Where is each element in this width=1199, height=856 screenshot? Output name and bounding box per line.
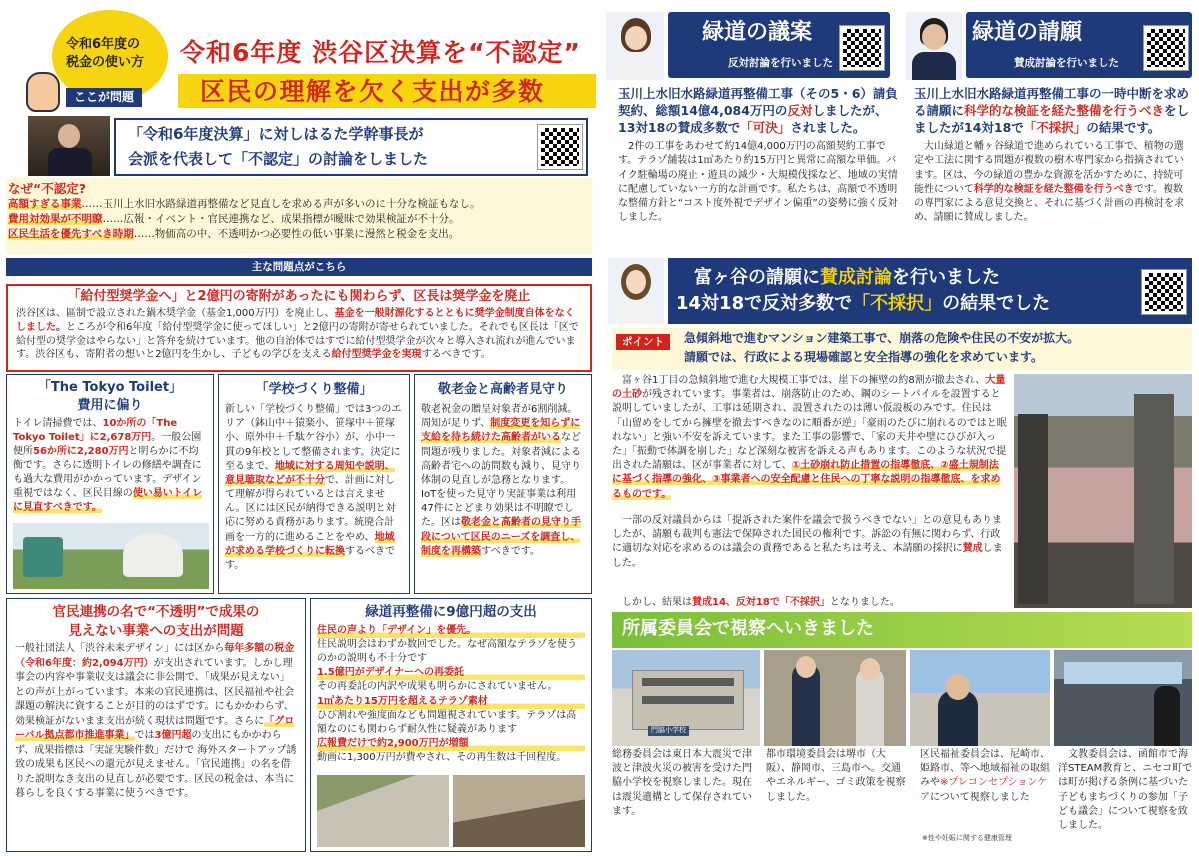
toilet-body <box>7 415 213 517</box>
toilet-title2: 費用に偏り <box>77 397 143 413</box>
headline-line2: 区民の理解を欠く支出が多数 <box>200 77 545 106</box>
pp-title2: 見えない事業への支出が問題 <box>68 622 244 639</box>
why-row2 <box>6 212 592 227</box>
badge-line2: 税金の使い方 <box>66 55 145 70</box>
tomi-line1 <box>694 266 1000 291</box>
green-l6: ひび割れや強度面なども問題視されています。テラゾは高額なのにも関わらず耐久性に疑義があります <box>317 709 577 735</box>
tomi-line2 <box>676 292 1050 317</box>
gian-hl2: 「可決」 <box>740 119 791 135</box>
elderly-title: 敬老金と高齢者見守り <box>437 382 568 397</box>
point-l1: 急傾斜地で進むマンション建築工事で、崩落の危険や住民の不安が拡大。 <box>684 331 1080 345</box>
elderly-hl2: 敬老金と高齢者の見守り手段について区民のニーズを調査し、制度を再構築 <box>421 517 581 557</box>
seigan-head3: の結果です。 <box>1086 119 1161 135</box>
seigan-head1: 玉川上水旧水路緑道再整備工事の一時中断を求める請願に <box>914 86 1190 118</box>
tomi-body3 <box>622 596 1182 610</box>
visit-photo-2 <box>764 650 906 746</box>
scholarship-body1: 渋谷区は、區制で設立された鍋木奨学金（基金1,000万円）を廃止し、 <box>16 307 335 319</box>
pp-body4: の支出にもかかわらず、成果指標は「実証実験件数」だけで 海外スタートアップ誘致の成果も区民への還元が見えません。「官民連携」の名を借りた説明なき支出の見直しが必要です。区民の税金は、本当に暮らしを良くする事業に使うべきです。 <box>15 730 297 800</box>
tomi-qr-icon[interactable] <box>1142 270 1186 314</box>
school-body3: するべきです。 <box>225 545 395 571</box>
publicprivate-box <box>6 598 306 852</box>
why-row1 <box>6 197 592 212</box>
pp-hl3: 3億円超 <box>154 730 192 742</box>
gian-hl: 反対 <box>787 102 813 118</box>
hand-icon <box>26 72 60 112</box>
tomi-body <box>612 374 1008 514</box>
tomi-l1c: を行いました <box>892 267 1000 288</box>
green-l5: 1㎡あたり15万円を超えるテラゾ素材 <box>317 695 585 709</box>
scholarship-body4: 給付型奨学金を実現 <box>331 349 422 361</box>
scholarship-body2: 基金を一般財源化するとともに奨学金制度自体をなくしました。 <box>16 307 575 333</box>
elderly-body1: 敬老祝金の贈呈対象者が6割削減。周知が足りず、 <box>421 403 578 430</box>
tomi-header <box>668 258 1192 324</box>
badge-line1: 令和6年度の <box>66 37 141 52</box>
banner-text2: 会派を代表して「不認定」の討論をしました <box>128 150 429 168</box>
tomi-p4: しました。 <box>612 543 1003 569</box>
headline-line1: 令和6年度 渋谷区決算を“不認定” <box>180 38 581 67</box>
point-l2: 請願では、行政による現場確認と安全指導の強化を求めています。 <box>684 350 1044 364</box>
visit-c3hl: ※プレコンセプションケア <box>920 777 1048 803</box>
seigan-head <box>914 86 1192 136</box>
seigan-hl2: 「不採択」 <box>1023 119 1087 135</box>
visit-c2: 都市環境委員会は堺市（大阪）、静岡市、三島市へ。交通やエネルギー、ゴミ政策を視察しました。 <box>766 749 906 803</box>
pp-hl2: 「グローバル拠点都市推進事業」 <box>15 715 295 742</box>
visit-title: 所属委員会で視察へいきました <box>622 618 874 639</box>
gian-head2: しましたが、13対18の賛成多数で <box>618 102 888 135</box>
gian-sub: 反対討論を行いました <box>728 57 833 69</box>
seigan-head2: をしましたが14対18で <box>914 102 1190 135</box>
scholarship-body3: ところが令和6年度「給付型奨学金に使ってほしい」と2億円の寄附が寄せられていました。それでも区長は「区で給付型の奨学金はやらない」と答弁を続けています。他の自治体ではすでに給付型奨学金が次々と導入され流れが進んでいます。渋谷区も、寄附者の想いと2億円を生かし、子どもの学びを支える <box>16 321 579 361</box>
elderly-body3: すべきです。 <box>481 545 540 557</box>
tomi-l1b: 賛成討論 <box>820 267 892 288</box>
scholarship-box <box>6 284 592 372</box>
toilet-body2: 。一般公園便所 <box>13 431 202 457</box>
visit-header <box>612 612 1192 648</box>
pp-body2: が支出されています。しかし理事会の内容や事業収支は議会に非公開で、「成果が見えない」との声が上がっています。本来の官民連携は、区民福祉や社会課題の解決に資することが目的のはずです。にもかかわらず、効果検証がないまま支出が続く現状は問題です。さらに <box>15 657 295 727</box>
school-box <box>218 374 410 594</box>
scholarship-title: 「給付型奨学金へ」と2億円の寄附があったにも関わらず、区長は奨学金を廃止 <box>67 289 531 304</box>
why-row3-body: ……物価高の中、不透明かつ必要性の低い事業に漫然と税金を支出。 <box>133 228 460 241</box>
elderly-body <box>415 399 591 563</box>
seigan-title: 緑道の請願 <box>972 20 1083 45</box>
green-l4: その再委託の内訳や成果も明らかにされていません。 <box>317 681 558 693</box>
tomi-hl3: 賛成 <box>962 543 983 555</box>
tomi-hl1: 大量の土砂 <box>612 375 1006 401</box>
tomi-p2: が残されています。事業者は、崩落防止のため、鋼のシートパイルを設置すると説明していましたが、工事は延期され、設置されたのは薄い仮設板のみです。住民は「山留めをしてから擁壁を撤去すべきなのに順番が逆」「豪雨のたびに崩れるのではと眠れない」と強い不安を訴えています。また工事の影響で、「家の天井や壁にひびが入った」「振動で体調を崩した」など深刻な被害を訴える声もあります。このような状況で提出された請願は、区が事業者に対して、 <box>612 389 1007 472</box>
toilet-title1: 「The Tokyo Toilet」 <box>37 380 183 395</box>
issues-bar: 主な問題点がこちら <box>6 258 592 276</box>
why-row1-body: ……玉川上水旧水路緑道再整備など見直しを求める声が多いのに十分な検証もなし。 <box>81 198 481 211</box>
school-hl2: 地域が求める学校づくりに転換 <box>225 531 395 557</box>
visit-sign: 門脇小学校 <box>648 726 689 736</box>
tomi-p5: しかし、結果は <box>622 597 692 608</box>
seigan-body-hl: 科学的な検証を経た整備を行うべき <box>973 183 1134 195</box>
elderly-body2: など問題が残りました。対象者減による高齢者宅への訪問数も減り、見守り体制の見直しが急務となります。IoTを使った見守り実証事業は利用47件にとどまり効果は不明瞭でした。区は <box>421 432 581 529</box>
visit-c1: 総務委員会は東日本大震災で津波と津波火災の被害を受けた門脇小学校を視察しました。現在は震災遺構として保存されています。 <box>612 749 752 817</box>
visit-c3a: 区民福祉委員会は、尼崎市、姫路市、等へ地域福祉の取組みや <box>920 749 1050 789</box>
green-l1: 住民の声より「デザイン」を優先。 <box>317 624 585 638</box>
toilet-body3: と明らかに不均衡です。さらに透明トイレの修繕や調査にも過大な費用がかかっています。デザイン重視ではなく、区民目線の <box>13 445 202 499</box>
elderly-hl1: 制度変更を知らずに支給を待ち続けた高齢者がいる <box>421 418 581 444</box>
seigan-body2: です。複数の専門家による意見交換と、それに基づく計画の再検討を求め、請願に賛成しました。 <box>914 183 1184 224</box>
toilet-hl2: 56か所に2,280万円 <box>33 445 129 457</box>
why-row2-head: 費用対効果が不明瞭 <box>8 213 103 226</box>
why-box <box>6 178 592 254</box>
gian-section <box>618 86 904 254</box>
point-tag: ポイント <box>616 334 670 350</box>
scholarship-body5: するべきです。 <box>421 349 491 361</box>
tomi-l2b: 「不採択」 <box>852 293 943 314</box>
greenway-photo-1 <box>317 775 449 847</box>
pp-title1: 官民連携の名で“不透明”で成果の <box>52 604 260 620</box>
school-body1: 新しい「学校づくり整備」では3つのエリア（鉢山中＋猿楽小、笹塚中＋笹塚小、原外中＋千駄ケ谷小）が、小中一貫の9年校として整備されます。決定に至るまで、 <box>225 403 402 472</box>
school-hl1: 地域に対する周知や説明、意見聴取などが不十分 <box>225 460 395 486</box>
visit-c3 <box>920 748 1050 805</box>
tomi-l2c: の結果でした <box>942 293 1051 314</box>
banner-text1: 「令和6年度決算」に対しはるた学幹事長が <box>128 125 424 143</box>
tomi-hl2: ①土砂崩れ防止措置の指導徹底、②盛土規制法に基づく指導の強化、③事業者への安全配慮と住民への丁寧な説明の指導徹底、を求めるものです。 <box>612 460 1001 500</box>
school-body <box>219 399 409 577</box>
badge-tag: ここが問題 <box>66 88 142 107</box>
school-title: 「学校づくり整備」 <box>255 382 373 397</box>
green-l3: 1.5億円がデザイナーへの再委託 <box>317 666 585 680</box>
green-l7: 広報費だけで約2,900万円が増額 <box>317 737 585 751</box>
tomi-photo <box>608 258 664 324</box>
green-body <box>311 622 591 768</box>
pp-body3: では <box>134 730 155 742</box>
toilet-hl1: 10か所の「The Tokyo Toilet」に2,678万円 <box>13 417 178 443</box>
speaker-photo <box>28 116 110 176</box>
construction-photo <box>1014 374 1192 608</box>
gian-photo <box>606 12 664 80</box>
greenway-photo-2 <box>453 775 585 847</box>
green-title: 緑道再整備に9億円超の支出 <box>365 604 537 620</box>
why-row1-head: 高額すぎる事業 <box>8 198 82 211</box>
seigan-qr-icon[interactable] <box>1144 26 1188 70</box>
seigan-photo <box>906 12 962 80</box>
seigan-body <box>914 136 1192 225</box>
visit-photo-1 <box>612 650 760 746</box>
green-l2: 住民説明会はわずか数回でした。なぜ高額なテラゾを使うのかの説明も不十分です <box>317 638 577 664</box>
seigan-body1: 大山緑道と幡ヶ谷緑道で進められている工事で、植物の選定や工法に関する問題が複数の樹木専門家から指摘されています。区は、今の緑道の豊かな資源を活かすために、持続可能性について <box>914 141 1184 195</box>
why-title: なぜ“不認定? <box>8 181 86 196</box>
tomi-p3: 一部の反対議員からは「提訴された案件を議会で扱うべきでない」との意見もありましたが、請願も裁判も憲法で保障された国民の権利です。訴訟の有無に関わらず、行政に適切な対応を求めるのは議会の責務であると私たちは考え、本請願の採択に <box>612 515 1002 555</box>
tomi-l1a: 富ヶ谷の請願に <box>694 267 820 288</box>
seigan-sub: 賛成討論を行いました <box>1014 57 1119 69</box>
seigan-header <box>966 12 1192 78</box>
why-row3-head: 区民生活を優先すべき時期 <box>8 228 134 241</box>
pp-hl1: 毎年多額の税金（令和6年度：約2,094万円） <box>15 643 295 669</box>
gian-body: 2件の工事をあわせて約14億4,000万円の高額契約工事です。テラゾ舗装は1㎡あたり約15万円と異常に高額な単価。バイク駐輪場の廃止・遊具の減少・大規模伐採など、地域の実情に配慮していない一方的な計画です。私たちは、高額で不透明な整備方針と“コスト度外視でデザイン偏重”の姿勢に強く反対しました。 <box>618 141 898 224</box>
tomi-l2a: 14対18で反対多数で <box>676 293 853 314</box>
visit-photo-4 <box>1054 650 1192 746</box>
gian-head1: 玉川上水旧水路緑道再整備工事（その5・6）請負契約、総額14億4,084万円の <box>618 86 898 118</box>
seigan-hl: 科学的な検証を経た整備を行うべき <box>964 102 1165 118</box>
green-l8: 動画に1,300万円が費やされ、その再生数は千回程度。 <box>317 752 567 764</box>
banner <box>114 118 588 176</box>
elderly-box <box>414 374 592 594</box>
qr-code-icon[interactable] <box>538 125 582 169</box>
pp-body1: 一般社団法人「渋谷未来デザイン」には区から <box>15 643 225 655</box>
visit-c3-note: ※性や妊娠に関する健康管理 <box>922 834 1012 842</box>
year-badge <box>22 10 170 120</box>
gian-qr-icon[interactable] <box>840 26 884 70</box>
scholarship-body <box>8 306 590 363</box>
pp-body <box>7 640 305 804</box>
toilet-photo <box>13 523 209 589</box>
gian-head <box>618 86 904 136</box>
seigan-section <box>914 86 1192 254</box>
gian-header <box>668 12 890 78</box>
why-row3 <box>6 227 592 242</box>
visit-c4: 文教委員会は、函館市で海洋STEAM教育と、ニセコ町では町が掲げる条例に基づいた子どもまちづくりの参加「子ども議会」について視察を致しました。 <box>1058 749 1193 831</box>
why-row2-body: ……広報・イベント・官民連携など、成果指標が曖昧で効果検証が不十分。 <box>102 213 460 226</box>
toilet-body1: トイレ清掃費では、 <box>13 417 103 429</box>
tomi-hl4: 賛成14、反対18で「不採択」 <box>692 597 830 608</box>
greenway-box <box>310 598 592 852</box>
gian-head3: されました。 <box>790 119 866 135</box>
gian-title: 緑道の議案 <box>702 20 813 45</box>
visit-photo-3 <box>910 650 1050 746</box>
tomi-p1: 富ヶ谷1丁目の急傾斜地で進む大規模工事では、崖下の擁壁の約8割が撤去され、 <box>622 375 986 386</box>
tomi-p6: となりました。 <box>829 597 900 608</box>
school-body2: で、計画に対して理解が得られているとは言えません。区には区民が納得できる説明と対応に努める責務があります。統廃合計画を一方的に進めることをやめ、 <box>225 474 396 543</box>
toilet-box <box>6 374 214 594</box>
point-box <box>612 328 1192 370</box>
toilet-hl3: 使い易いトイレに見直すべきです。 <box>13 487 203 513</box>
visit-c3b: について視察しました <box>930 791 1030 803</box>
